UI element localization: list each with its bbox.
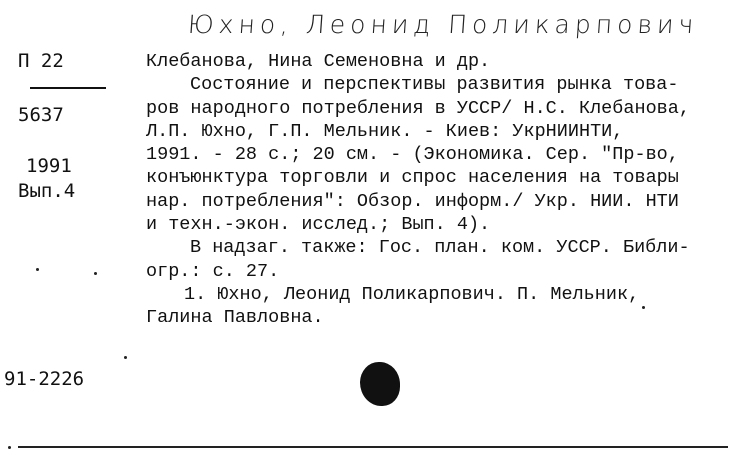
issue-number: Вып.4 (18, 180, 76, 202)
call-number: П 22 (18, 50, 64, 72)
card-number: 5637 (18, 104, 64, 126)
note-line-1: В надзаг. также: Гос. план. ком. УССР. Библи- (190, 237, 690, 259)
imprint-line-2: конъюнктура торговли и спрос населения на товары (146, 167, 679, 189)
speck (8, 446, 11, 449)
ink-blot (360, 362, 400, 406)
author-line: Клебанова, Нина Семеновна и др. (146, 51, 491, 72)
call-number-divider (30, 87, 106, 89)
tracing-line-2: Галина Павловна. (146, 307, 324, 329)
imprint-line-4: и техн.-экон. исслед.; Вып. 4). (146, 214, 491, 236)
title-line-3: Л.П. Юхно, Г.П. Мельник. - Киев: УкрНИИНТИ, (146, 120, 624, 142)
speck (94, 272, 97, 275)
bibliographic-record (146, 50, 746, 330)
title-line-2: ров народного потребления в УССР/ Н.С. Клебанова, (146, 97, 690, 119)
handwritten-heading: Юхно, Леонид Поликарпович (186, 10, 700, 39)
title-line-1: Состояние и перспективы развития рынка това- (190, 74, 679, 96)
imprint-line-1: 1991. - 28 с.; 20 см. - (Экономика. Сер. "Пр-во, (146, 144, 679, 166)
bottom-rule (18, 446, 728, 448)
tracing-line-1: 1. Юхно, Леонид Поликарпович. П. Мельник, (184, 283, 640, 305)
speck (36, 268, 39, 271)
accession-number: 91-2226 (4, 368, 85, 390)
note-line-2: огр.: с. 27. (146, 260, 280, 282)
imprint-line-3: нар. потребления": Обзор. информ./ Укр. НИИ. НТИ (146, 190, 679, 212)
speck (642, 306, 645, 309)
publication-year: 1991 (26, 155, 72, 177)
speck (124, 356, 127, 359)
